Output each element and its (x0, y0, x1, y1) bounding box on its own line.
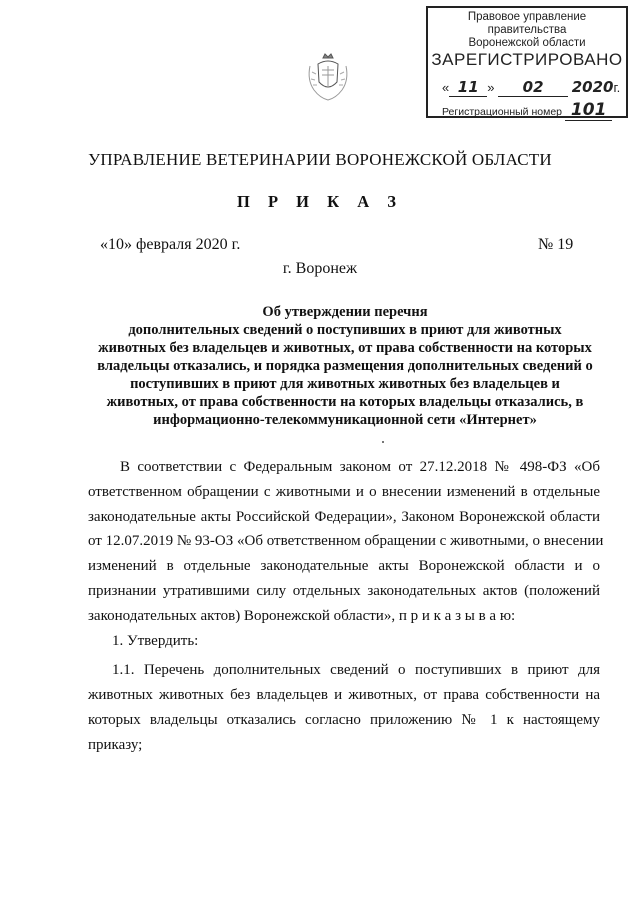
body-line-last (88, 604, 600, 629)
body-line: ответственном обращении с животными и о внесении изменений в отдельные (88, 483, 600, 500)
stamp-date (442, 78, 620, 97)
order-city: г. Воронеж (282, 260, 358, 277)
body-line: законодательные акты Российской Федерации», Законом Воронежской области (88, 508, 600, 525)
subject-line: владельцы отказались, и порядка размещения дополнительных сведений о (97, 358, 593, 374)
item-1-1-line: животных животных без владельцев и животных, от права собственности на (88, 687, 600, 704)
department-name: УПРАВЛЕНИЕ ВЕТЕРИНАРИИ ВОРОНЕЖСКОЙ ОБЛАСТИ (88, 150, 552, 169)
stamp-date-year-suffix: г. (613, 80, 621, 95)
item-1-1-line: которых владельцы отказались согласно приложению № 1 к настоящему (88, 711, 600, 728)
item-1-1-last: приказу; (88, 736, 143, 753)
item-1: 1. Утвердить: (112, 632, 199, 649)
document-type-heading: П Р И К А З (237, 192, 403, 211)
subject-line: Об утверждении перечня (262, 304, 428, 320)
body-line: от 12.07.2019 № 93-ОЗ «Об ответственном обращении с животными, о внесении (88, 533, 604, 550)
scan-speck (382, 441, 384, 443)
stamp-date-year: 2020 (571, 78, 614, 96)
order-date: «10» февраля 2020 г. (100, 236, 241, 253)
registration-stamp (426, 6, 628, 118)
body-line: изменений в отдельные законодательные акты Воронежской области и о (88, 558, 600, 575)
subject-line: дополнительных сведений о поступивших в приют для животных (128, 322, 562, 338)
subject-line: животных без владельцев и животных, от права собственности на которых (98, 340, 592, 356)
coat-of-arms-emblem (306, 52, 350, 104)
stamp-registration-number (442, 100, 612, 121)
body-line: признании утратившими силу отдельных законодательных актов (положений (88, 582, 600, 599)
stamp-date-day: 11 (449, 78, 487, 97)
stamp-date-month: 02 (498, 78, 568, 97)
stamp-date-close-quote: » (487, 80, 495, 95)
stamp-reg-label: Регистрационный номер (442, 106, 562, 118)
preamble-last: законодательных актов) Воронежской области», (88, 607, 396, 624)
stamp-reg-number: 101 (565, 100, 613, 121)
order-subject (80, 303, 610, 429)
stamp-date-open-quote: « (442, 80, 450, 95)
order-body (88, 455, 604, 758)
stamp-organization: Правовое управление правительства Воронежской области (467, 11, 587, 49)
subject-line: поступивших в приют для животных животных без владельцев и (130, 376, 560, 392)
item-1-1-line: 1.1. Перечень дополнительных сведений о поступивших в приют для (112, 662, 600, 679)
subject-line: информационно-телекоммуникационной сети «Интернет» (153, 412, 537, 428)
order-word: п р и к а з ы в а ю: (398, 607, 516, 624)
subject-line: животных, от права собственности на которых владельцы отказались, в (106, 394, 584, 410)
order-number: № 19 (538, 236, 574, 253)
stamp-status: ЗАРЕГИСТРИРОВАНО (431, 50, 623, 69)
body-line: В соответствии с Федеральным законом от 27.12.2018 № 498-ФЗ «Об (120, 459, 600, 475)
